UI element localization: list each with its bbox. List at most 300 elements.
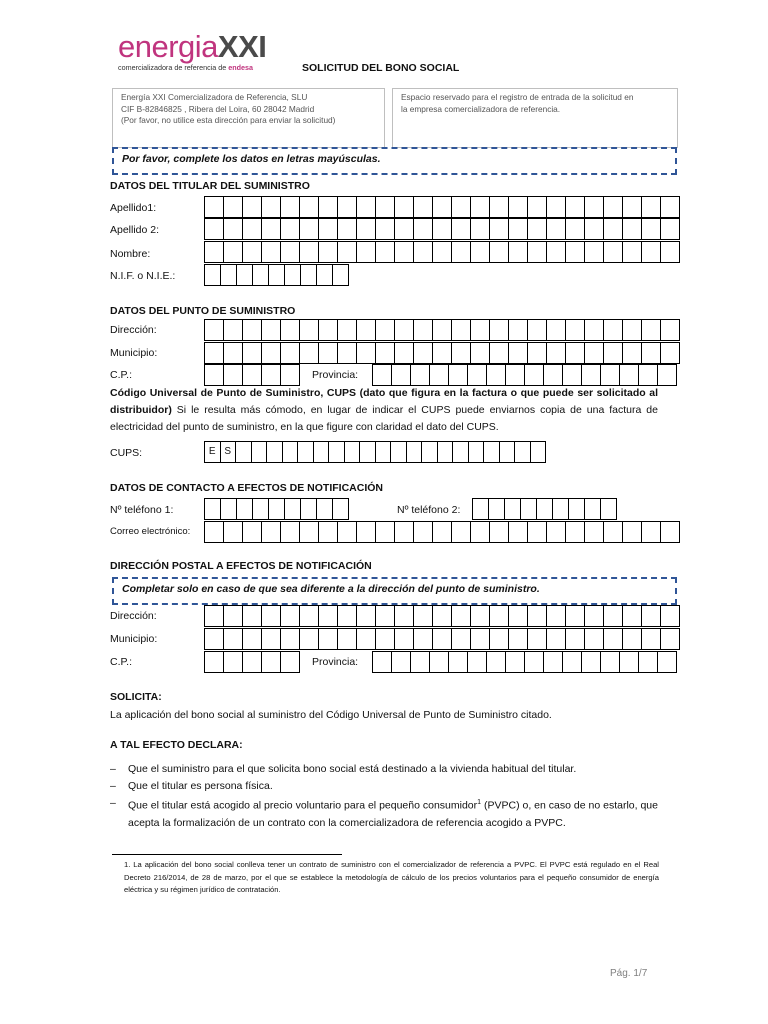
- letter-box[interactable]: [490, 629, 509, 650]
- letter-box[interactable]: E: [205, 442, 221, 463]
- letter-box[interactable]: [642, 343, 661, 364]
- letter-box[interactable]: [357, 629, 376, 650]
- letter-box[interactable]: [224, 522, 243, 543]
- letter-box[interactable]: [243, 197, 262, 218]
- letter-box[interactable]: [262, 629, 281, 650]
- letter-box[interactable]: [317, 499, 333, 520]
- letter-box[interactable]: [468, 365, 487, 386]
- letter-box[interactable]: [205, 343, 224, 364]
- letter-box[interactable]: [509, 320, 528, 341]
- letter-box[interactable]: [585, 522, 604, 543]
- nombre-field[interactable]: [204, 241, 680, 263]
- letter-box[interactable]: [452, 629, 471, 650]
- letter-box[interactable]: [338, 197, 357, 218]
- letter-box[interactable]: [414, 629, 433, 650]
- letter-box[interactable]: [604, 522, 623, 543]
- letter-box[interactable]: [300, 522, 319, 543]
- letter-box[interactable]: [221, 499, 237, 520]
- letter-box[interactable]: [224, 606, 243, 627]
- letter-box[interactable]: [547, 522, 566, 543]
- letter-box[interactable]: [243, 365, 262, 386]
- letter-box[interactable]: [319, 320, 338, 341]
- letter-box[interactable]: [285, 499, 301, 520]
- letter-box[interactable]: [243, 343, 262, 364]
- letter-box[interactable]: [642, 242, 661, 263]
- letter-box[interactable]: [224, 652, 243, 673]
- letter-box[interactable]: [285, 265, 301, 286]
- letter-box[interactable]: [642, 522, 661, 543]
- letter-box[interactable]: [509, 343, 528, 364]
- letter-box[interactable]: [269, 265, 285, 286]
- letter-box[interactable]: [338, 343, 357, 364]
- letter-box[interactable]: [601, 652, 620, 673]
- letter-box[interactable]: [253, 499, 269, 520]
- letter-box[interactable]: [547, 242, 566, 263]
- letter-box[interactable]: [661, 522, 680, 543]
- letter-box[interactable]: [661, 343, 680, 364]
- postal-cp-field[interactable]: [204, 651, 300, 673]
- telefono1-field[interactable]: [204, 498, 349, 520]
- letter-box[interactable]: [395, 606, 414, 627]
- letter-box[interactable]: [300, 629, 319, 650]
- letter-box[interactable]: [319, 197, 338, 218]
- letter-box[interactable]: [205, 365, 224, 386]
- letter-box[interactable]: [661, 320, 680, 341]
- letter-box[interactable]: [468, 652, 487, 673]
- letter-box[interactable]: [357, 522, 376, 543]
- letter-box[interactable]: [262, 343, 281, 364]
- letter-box[interactable]: [205, 499, 221, 520]
- letter-box[interactable]: [585, 242, 604, 263]
- letter-box[interactable]: [623, 242, 642, 263]
- letter-box[interactable]: [411, 365, 430, 386]
- letter-box[interactable]: [319, 629, 338, 650]
- letter-box[interactable]: [338, 522, 357, 543]
- letter-box[interactable]: [281, 219, 300, 240]
- letter-box[interactable]: [661, 197, 680, 218]
- letter-box[interactable]: [243, 219, 262, 240]
- letter-box[interactable]: [544, 652, 563, 673]
- letter-box[interactable]: [604, 629, 623, 650]
- letter-box[interactable]: [604, 219, 623, 240]
- letter-box[interactable]: [300, 242, 319, 263]
- letter-box[interactable]: [490, 219, 509, 240]
- letter-box[interactable]: [357, 343, 376, 364]
- letter-box[interactable]: [430, 652, 449, 673]
- letter-box[interactable]: [319, 242, 338, 263]
- letter-box[interactable]: [205, 197, 224, 218]
- letter-box[interactable]: [525, 652, 544, 673]
- letter-box[interactable]: [604, 343, 623, 364]
- letter-box[interactable]: [345, 442, 361, 463]
- letter-box[interactable]: [623, 606, 642, 627]
- letter-box[interactable]: [224, 365, 243, 386]
- letter-box[interactable]: [453, 442, 469, 463]
- letter-box[interactable]: [338, 320, 357, 341]
- letter-box[interactable]: [620, 365, 639, 386]
- letter-box[interactable]: [623, 197, 642, 218]
- letter-box[interactable]: [262, 652, 281, 673]
- letter-box[interactable]: [642, 606, 661, 627]
- letter-box[interactable]: [490, 242, 509, 263]
- letter-box[interactable]: [300, 606, 319, 627]
- letter-box[interactable]: [490, 522, 509, 543]
- letter-box[interactable]: [395, 320, 414, 341]
- letter-box[interactable]: [333, 265, 349, 286]
- letter-box[interactable]: [376, 197, 395, 218]
- letter-box[interactable]: [357, 219, 376, 240]
- letter-box[interactable]: [547, 197, 566, 218]
- letter-box[interactable]: [585, 219, 604, 240]
- letter-box[interactable]: [623, 629, 642, 650]
- letter-box[interactable]: [585, 499, 601, 520]
- cups-field[interactable]: [204, 441, 546, 463]
- letter-box[interactable]: [262, 320, 281, 341]
- letter-box[interactable]: [262, 606, 281, 627]
- letter-box[interactable]: [509, 629, 528, 650]
- letter-box[interactable]: [376, 522, 395, 543]
- punto-municipio-field[interactable]: [204, 342, 680, 364]
- letter-box[interactable]: [262, 365, 281, 386]
- apellido2-field[interactable]: [204, 218, 680, 240]
- letter-box[interactable]: [414, 219, 433, 240]
- letter-box[interactable]: [509, 197, 528, 218]
- letter-box[interactable]: [300, 343, 319, 364]
- letter-box[interactable]: [357, 242, 376, 263]
- letter-box[interactable]: [395, 242, 414, 263]
- letter-box[interactable]: [585, 343, 604, 364]
- letter-box[interactable]: [661, 629, 680, 650]
- letter-box[interactable]: [544, 365, 563, 386]
- letter-box[interactable]: [438, 442, 454, 463]
- letter-box[interactable]: [433, 320, 452, 341]
- letter-box[interactable]: [528, 320, 547, 341]
- letter-box[interactable]: [319, 219, 338, 240]
- letter-box[interactable]: [376, 442, 392, 463]
- letter-box[interactable]: [547, 343, 566, 364]
- letter-box[interactable]: [376, 219, 395, 240]
- letter-box[interactable]: [601, 499, 617, 520]
- letter-box[interactable]: [414, 606, 433, 627]
- letter-box[interactable]: [521, 499, 537, 520]
- letter-box[interactable]: [490, 320, 509, 341]
- letter-box[interactable]: [236, 442, 252, 463]
- postal-provincia-field[interactable]: [372, 651, 677, 673]
- punto-cp-field[interactable]: [204, 364, 300, 386]
- letter-box[interactable]: [430, 365, 449, 386]
- letter-box[interactable]: [300, 219, 319, 240]
- letter-box[interactable]: [357, 197, 376, 218]
- letter-box[interactable]: [414, 242, 433, 263]
- letter-box[interactable]: [283, 442, 299, 463]
- letter-box[interactable]: [414, 197, 433, 218]
- letter-box[interactable]: [531, 442, 547, 463]
- letter-box[interactable]: [563, 652, 582, 673]
- letter-box[interactable]: [395, 629, 414, 650]
- letter-box[interactable]: [281, 365, 300, 386]
- letter-box[interactable]: [642, 219, 661, 240]
- letter-box[interactable]: [205, 652, 224, 673]
- letter-box[interactable]: [224, 320, 243, 341]
- letter-box[interactable]: [333, 499, 349, 520]
- letter-box[interactable]: [224, 219, 243, 240]
- letter-box[interactable]: [623, 219, 642, 240]
- letter-box[interactable]: [319, 343, 338, 364]
- letter-box[interactable]: [262, 219, 281, 240]
- letter-box[interactable]: [547, 320, 566, 341]
- letter-box[interactable]: [473, 499, 489, 520]
- letter-box[interactable]: [392, 365, 411, 386]
- letter-box[interactable]: [500, 442, 516, 463]
- letter-box[interactable]: [582, 365, 601, 386]
- letter-box[interactable]: [281, 242, 300, 263]
- letter-box[interactable]: [319, 606, 338, 627]
- letter-box[interactable]: [604, 320, 623, 341]
- letter-box[interactable]: [395, 219, 414, 240]
- letter-box[interactable]: [452, 343, 471, 364]
- letter-box[interactable]: [338, 219, 357, 240]
- letter-box[interactable]: [528, 629, 547, 650]
- letter-box[interactable]: [281, 652, 300, 673]
- letter-box[interactable]: [360, 442, 376, 463]
- letter-box[interactable]: [243, 522, 262, 543]
- letter-box[interactable]: [506, 652, 525, 673]
- letter-box[interactable]: [414, 320, 433, 341]
- letter-box[interactable]: [509, 242, 528, 263]
- letter-box[interactable]: [528, 219, 547, 240]
- letter-box[interactable]: [373, 365, 392, 386]
- letter-box[interactable]: [566, 320, 585, 341]
- letter-box[interactable]: [525, 365, 544, 386]
- letter-box[interactable]: [505, 499, 521, 520]
- letter-box[interactable]: [301, 265, 317, 286]
- letter-box[interactable]: [471, 629, 490, 650]
- letter-box[interactable]: [237, 499, 253, 520]
- letter-box[interactable]: [506, 365, 525, 386]
- letter-box[interactable]: [642, 320, 661, 341]
- letter-box[interactable]: [661, 242, 680, 263]
- letter-box[interactable]: [604, 197, 623, 218]
- letter-box[interactable]: [205, 522, 224, 543]
- punto-direccion-field[interactable]: [204, 319, 680, 341]
- letter-box[interactable]: [547, 606, 566, 627]
- postal-municipio-field[interactable]: [204, 628, 680, 650]
- letter-box[interactable]: [269, 499, 285, 520]
- letter-box[interactable]: [433, 522, 452, 543]
- letter-box[interactable]: [471, 606, 490, 627]
- letter-box[interactable]: [585, 606, 604, 627]
- letter-box[interactable]: [281, 197, 300, 218]
- letter-box[interactable]: [487, 652, 506, 673]
- telefono2-field[interactable]: [472, 498, 617, 520]
- letter-box[interactable]: [471, 242, 490, 263]
- letter-box[interactable]: [252, 442, 268, 463]
- letter-box[interactable]: [376, 343, 395, 364]
- letter-box[interactable]: [566, 242, 585, 263]
- letter-box[interactable]: [300, 197, 319, 218]
- letter-box[interactable]: [338, 242, 357, 263]
- letter-box[interactable]: [357, 606, 376, 627]
- letter-box[interactable]: [373, 652, 392, 673]
- letter-box[interactable]: [449, 652, 468, 673]
- letter-box[interactable]: [563, 365, 582, 386]
- letter-box[interactable]: [319, 522, 338, 543]
- letter-box[interactable]: [224, 343, 243, 364]
- letter-box[interactable]: [414, 522, 433, 543]
- letter-box[interactable]: [661, 606, 680, 627]
- letter-box[interactable]: [411, 652, 430, 673]
- apellido1-field[interactable]: [204, 196, 680, 218]
- letter-box[interactable]: [395, 197, 414, 218]
- letter-box[interactable]: [422, 442, 438, 463]
- letter-box[interactable]: [237, 265, 253, 286]
- letter-box[interactable]: [566, 522, 585, 543]
- letter-box[interactable]: [224, 197, 243, 218]
- letter-box[interactable]: [314, 442, 330, 463]
- letter-box[interactable]: [623, 320, 642, 341]
- letter-box[interactable]: [395, 343, 414, 364]
- letter-box[interactable]: [509, 522, 528, 543]
- letter-box[interactable]: [433, 343, 452, 364]
- letter-box[interactable]: [262, 197, 281, 218]
- letter-box[interactable]: [395, 522, 414, 543]
- letter-box[interactable]: [262, 522, 281, 543]
- letter-box[interactable]: [582, 652, 601, 673]
- letter-box[interactable]: [243, 629, 262, 650]
- letter-box[interactable]: [566, 343, 585, 364]
- letter-box[interactable]: [528, 606, 547, 627]
- nif-field[interactable]: [204, 264, 349, 286]
- letter-box[interactable]: [205, 320, 224, 341]
- letter-box[interactable]: [452, 197, 471, 218]
- letter-box[interactable]: [487, 365, 506, 386]
- letter-box[interactable]: [661, 219, 680, 240]
- letter-box[interactable]: [471, 219, 490, 240]
- letter-box[interactable]: [433, 197, 452, 218]
- letter-box[interactable]: [604, 242, 623, 263]
- letter-box[interactable]: [604, 606, 623, 627]
- letter-box[interactable]: [433, 629, 452, 650]
- letter-box[interactable]: [281, 629, 300, 650]
- letter-box[interactable]: [566, 219, 585, 240]
- letter-box[interactable]: [452, 522, 471, 543]
- letter-box[interactable]: [585, 197, 604, 218]
- letter-box[interactable]: [433, 219, 452, 240]
- letter-box[interactable]: [407, 442, 423, 463]
- letter-box[interactable]: [243, 652, 262, 673]
- letter-box[interactable]: [414, 343, 433, 364]
- letter-box[interactable]: [490, 606, 509, 627]
- letter-box[interactable]: [452, 219, 471, 240]
- letter-box[interactable]: [642, 629, 661, 650]
- letter-box[interactable]: [392, 652, 411, 673]
- letter-box[interactable]: [528, 343, 547, 364]
- letter-box[interactable]: [433, 242, 452, 263]
- email-field[interactable]: [204, 521, 680, 543]
- letter-box[interactable]: [329, 442, 345, 463]
- letter-box[interactable]: [433, 606, 452, 627]
- letter-box[interactable]: [509, 606, 528, 627]
- letter-box[interactable]: [205, 606, 224, 627]
- letter-box[interactable]: [376, 320, 395, 341]
- letter-box[interactable]: [484, 442, 500, 463]
- letter-box[interactable]: [449, 365, 468, 386]
- letter-box[interactable]: [338, 629, 357, 650]
- letter-box[interactable]: [357, 320, 376, 341]
- letter-box[interactable]: [547, 219, 566, 240]
- letter-box[interactable]: [281, 343, 300, 364]
- letter-box[interactable]: [566, 606, 585, 627]
- letter-box[interactable]: [601, 365, 620, 386]
- letter-box[interactable]: [243, 242, 262, 263]
- letter-box[interactable]: [528, 242, 547, 263]
- letter-box[interactable]: [301, 499, 317, 520]
- letter-box[interactable]: [262, 242, 281, 263]
- letter-box[interactable]: [338, 606, 357, 627]
- letter-box[interactable]: [471, 320, 490, 341]
- letter-box[interactable]: [281, 522, 300, 543]
- letter-box[interactable]: [566, 629, 585, 650]
- letter-box[interactable]: [376, 629, 395, 650]
- letter-box[interactable]: [243, 606, 262, 627]
- letter-box[interactable]: [300, 320, 319, 341]
- letter-box[interactable]: [566, 197, 585, 218]
- letter-box[interactable]: [553, 499, 569, 520]
- letter-box[interactable]: [469, 442, 485, 463]
- letter-box[interactable]: S: [221, 442, 237, 463]
- letter-box[interactable]: [509, 219, 528, 240]
- letter-box[interactable]: [639, 365, 658, 386]
- letter-box[interactable]: [569, 499, 585, 520]
- letter-box[interactable]: [452, 320, 471, 341]
- letter-box[interactable]: [376, 606, 395, 627]
- letter-box[interactable]: [281, 320, 300, 341]
- letter-box[interactable]: [221, 265, 237, 286]
- postal-direccion-field[interactable]: [204, 605, 680, 627]
- letter-box[interactable]: [298, 442, 314, 463]
- letter-box[interactable]: [224, 242, 243, 263]
- letter-box[interactable]: [376, 242, 395, 263]
- letter-box[interactable]: [547, 629, 566, 650]
- letter-box[interactable]: [528, 197, 547, 218]
- letter-box[interactable]: [639, 652, 658, 673]
- letter-box[interactable]: [253, 265, 269, 286]
- letter-box[interactable]: [471, 343, 490, 364]
- letter-box[interactable]: [452, 242, 471, 263]
- punto-provincia-field[interactable]: [372, 364, 677, 386]
- letter-box[interactable]: [452, 606, 471, 627]
- letter-box[interactable]: [537, 499, 553, 520]
- letter-box[interactable]: [471, 197, 490, 218]
- letter-box[interactable]: [490, 197, 509, 218]
- letter-box[interactable]: [205, 219, 224, 240]
- letter-box[interactable]: [205, 265, 221, 286]
- letter-box[interactable]: [528, 522, 547, 543]
- letter-box[interactable]: [391, 442, 407, 463]
- letter-box[interactable]: [623, 522, 642, 543]
- letter-box[interactable]: [243, 320, 262, 341]
- letter-box[interactable]: [224, 629, 243, 650]
- letter-box[interactable]: [642, 197, 661, 218]
- letter-box[interactable]: [317, 265, 333, 286]
- letter-box[interactable]: [205, 242, 224, 263]
- letter-box[interactable]: [515, 442, 531, 463]
- letter-box[interactable]: [623, 343, 642, 364]
- letter-box[interactable]: [281, 606, 300, 627]
- letter-box[interactable]: [489, 499, 505, 520]
- letter-box[interactable]: [585, 320, 604, 341]
- letter-box[interactable]: [267, 442, 283, 463]
